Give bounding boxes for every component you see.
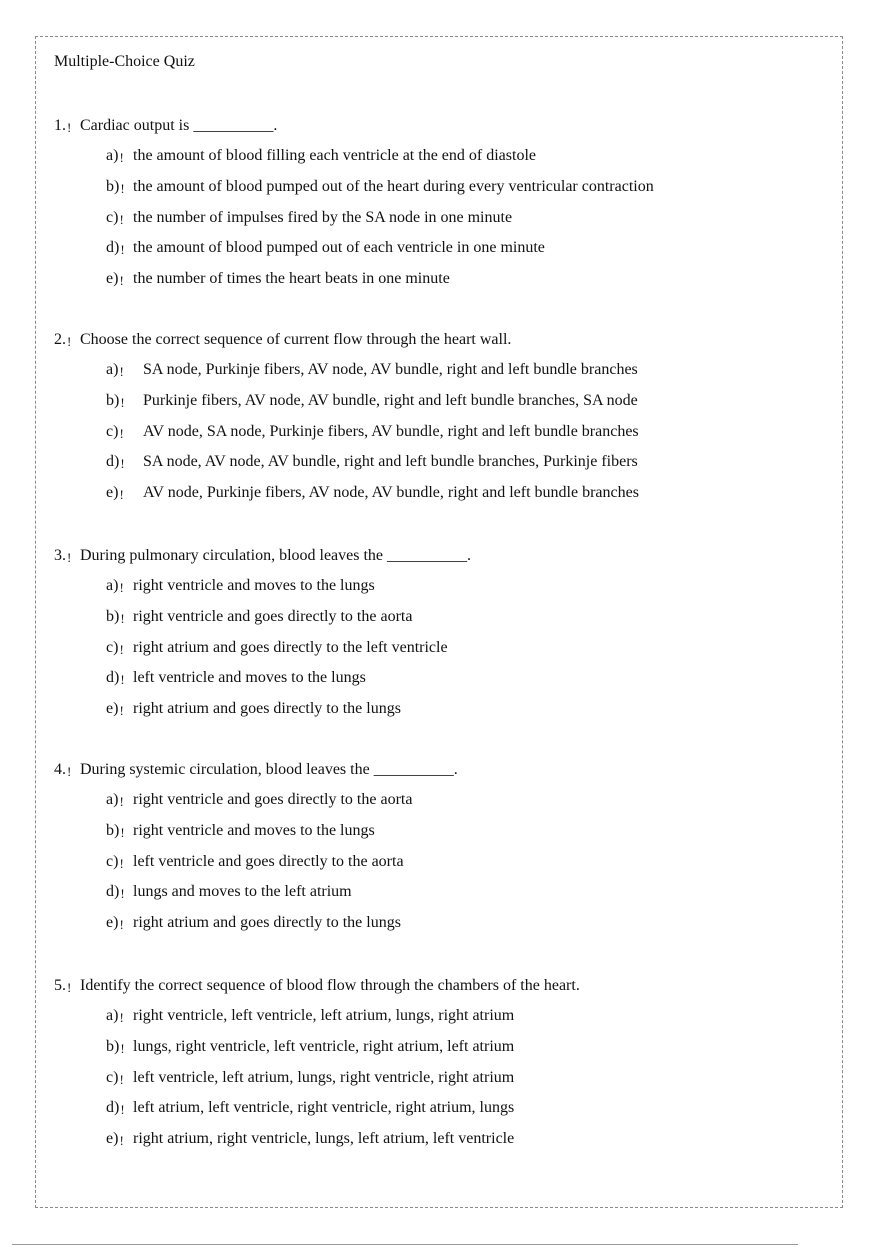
option-e[interactable]: e)! right atrium and goes directly to the lungs bbox=[106, 914, 401, 933]
option-text: the number of impulses fired by the SA node in one minute bbox=[133, 208, 513, 226]
option-text: right atrium and goes directly to the left ventricle bbox=[133, 638, 448, 656]
option-list bbox=[54, 1005, 834, 1150]
option-text: the amount of blood filling each ventricle at the end of diastole bbox=[133, 147, 536, 164]
option-b[interactable]: b)! Purkinje fibers, AV node, AV bundle, right and left bundle branches, SA node bbox=[106, 391, 638, 410]
option-e[interactable]: e)! AV node, Purkinje fibers, AV node, AV bundle, right and left bundle branches bbox=[106, 484, 639, 503]
option-c[interactable]: c)! the number of impulses fired by the SA node in one minute bbox=[106, 208, 513, 227]
question-5 bbox=[54, 975, 834, 1159]
option-list bbox=[54, 789, 834, 934]
option-a[interactable]: a)! right ventricle, left ventricle, left atrium, lungs, right atrium bbox=[106, 1007, 515, 1025]
option-c[interactable]: c)! AV node, SA node, Purkinje fibers, AV bundle, right and left bundle branches bbox=[106, 422, 639, 441]
question-number: 5.! bbox=[54, 977, 72, 995]
option-e[interactable]: e)! right atrium, right ventricle, lungs, left atrium, left ventricle bbox=[106, 1130, 515, 1149]
question-number: 3.! bbox=[54, 547, 72, 565]
option-a[interactable]: a)! right ventricle and moves to the lungs bbox=[106, 577, 375, 595]
question-number: 1.! bbox=[54, 117, 72, 135]
option-a[interactable]: a)! right ventricle and goes directly to the aorta bbox=[106, 791, 413, 809]
page-bottom-rule bbox=[12, 1244, 798, 1245]
option-b[interactable]: b)! right ventricle and moves to the lungs bbox=[106, 821, 375, 840]
option-text: left atrium, left ventricle, right ventricle, right atrium, lungs bbox=[133, 1099, 515, 1117]
option-d[interactable]: d)! left ventricle and moves to the lungs bbox=[106, 669, 366, 688]
option-text: right ventricle and goes directly to the aorta bbox=[133, 607, 413, 625]
question-stem bbox=[54, 759, 834, 781]
option-d[interactable]: d)! the amount of blood pumped out of each ventricle in one minute bbox=[106, 239, 545, 258]
option-list bbox=[54, 145, 834, 290]
question-4 bbox=[54, 759, 834, 943]
question-text: Choose the correct sequence of current flow through the heart wall. bbox=[80, 331, 512, 348]
option-text: left ventricle and goes directly to the aorta bbox=[133, 852, 404, 870]
option-text: right ventricle and moves to the lungs bbox=[133, 821, 375, 839]
option-text: lungs, right ventricle, left ventricle, right atrium, left atrium bbox=[133, 1037, 515, 1055]
option-text: the amount of blood pumped out of each ventricle in one minute bbox=[133, 239, 545, 257]
option-text: right ventricle and moves to the lungs bbox=[133, 577, 375, 594]
option-text: right ventricle, left ventricle, left atrium, lungs, right atrium bbox=[133, 1007, 515, 1024]
option-text: the number of times the heart beats in one minute bbox=[133, 270, 450, 288]
option-a[interactable]: a)! SA node, Purkinje fibers, AV node, AV bundle, right and left bundle branches bbox=[106, 361, 638, 379]
option-text: SA node, AV node, AV bundle, right and left bundle branches, Purkinje fibers bbox=[143, 453, 638, 471]
question-number: 4.! bbox=[54, 761, 72, 779]
option-text: Purkinje fibers, AV node, AV bundle, right and left bundle branches, SA node bbox=[143, 391, 638, 409]
option-d[interactable]: d)! SA node, AV node, AV bundle, right and left bundle branches, Purkinje fibers bbox=[106, 453, 638, 472]
option-b[interactable]: b)! right ventricle and goes directly to the aorta bbox=[106, 607, 413, 626]
question-number: 2.! bbox=[54, 331, 72, 349]
question-stem bbox=[54, 545, 834, 567]
option-text: left ventricle and moves to the lungs bbox=[133, 669, 366, 687]
option-text: AV node, SA node, Purkinje fibers, AV bundle, right and left bundle branches bbox=[143, 422, 639, 440]
option-text: right ventricle and goes directly to the aorta bbox=[133, 791, 413, 808]
option-a[interactable]: a)! the amount of blood filling each ventricle at the end of diastole bbox=[106, 147, 536, 165]
quiz-title: Multiple-Choice Quiz bbox=[54, 53, 195, 70]
option-text: left ventricle, left atrium, lungs, right ventricle, right atrium bbox=[133, 1068, 515, 1086]
option-b[interactable]: b)! lungs, right ventricle, left ventricle, right atrium, left atrium bbox=[106, 1037, 515, 1056]
question-text: During systemic circulation, blood leaves the __________. bbox=[80, 761, 458, 778]
option-text: right atrium, right ventricle, lungs, left atrium, left ventricle bbox=[133, 1130, 515, 1148]
option-text: right atrium and goes directly to the lungs bbox=[133, 914, 401, 932]
option-c[interactable]: c)! left ventricle, left atrium, lungs, right ventricle, right atrium bbox=[106, 1068, 515, 1087]
question-stem bbox=[54, 329, 834, 351]
option-text: lungs and moves to the left atrium bbox=[133, 883, 352, 901]
option-text: SA node, Purkinje fibers, AV node, AV bundle, right and left bundle branches bbox=[143, 361, 638, 378]
option-text: right atrium and goes directly to the lungs bbox=[133, 700, 401, 718]
question-text: Cardiac output is __________. bbox=[80, 117, 278, 134]
option-b[interactable]: b)! the amount of blood pumped out of the heart during every ventricular contraction bbox=[106, 177, 654, 196]
option-d[interactable]: d)! lungs and moves to the left atrium bbox=[106, 883, 352, 902]
option-text: AV node, Purkinje fibers, AV node, AV bundle, right and left bundle branches bbox=[143, 484, 639, 502]
option-text: the amount of blood pumped out of the heart during every ventricular contraction bbox=[133, 177, 654, 195]
option-list bbox=[54, 359, 834, 504]
question-stem bbox=[54, 975, 834, 997]
question-1 bbox=[54, 115, 834, 299]
option-e[interactable]: e)! the number of times the heart beats in one minute bbox=[106, 270, 450, 289]
option-c[interactable]: c)! right atrium and goes directly to the left ventricle bbox=[106, 638, 448, 657]
question-text: During pulmonary circulation, blood leaves the __________. bbox=[80, 547, 472, 564]
question-stem bbox=[54, 115, 834, 137]
question-2 bbox=[54, 329, 834, 513]
question-text: Identify the correct sequence of blood flow through the chambers of the heart. bbox=[80, 977, 580, 994]
option-d[interactable]: d)! left atrium, left ventricle, right ventricle, right atrium, lungs bbox=[106, 1099, 515, 1118]
option-list bbox=[54, 575, 834, 720]
option-e[interactable]: e)! right atrium and goes directly to the lungs bbox=[106, 700, 401, 719]
option-c[interactable]: c)! left ventricle and goes directly to the aorta bbox=[106, 852, 404, 871]
question-3 bbox=[54, 545, 834, 729]
